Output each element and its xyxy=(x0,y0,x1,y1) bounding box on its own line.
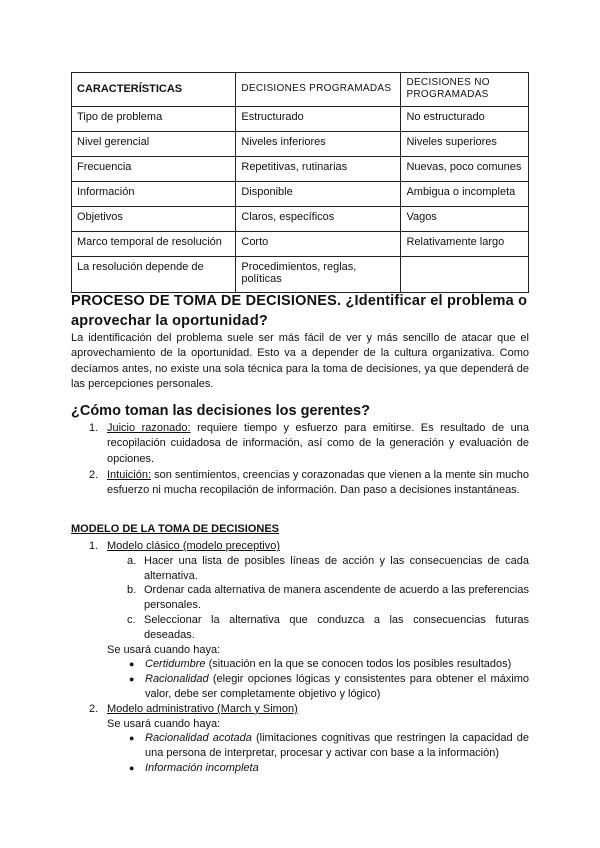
list-text: requiere tiempo y esfuerzo para emitirse. Es resultado de una recopilación cuidadosa de información, así como de la generación y evaluación de opciones. xyxy=(107,422,529,465)
table-cell: Marco temporal de resolución xyxy=(72,232,236,257)
list-item xyxy=(71,672,529,702)
table-row xyxy=(72,257,529,293)
list-number: 1. xyxy=(89,540,99,552)
list-text: (elegir opciones lógicas y consistentes para obtener el máximo valor, debe ser completamente objetivo y lógico) xyxy=(145,673,529,700)
table-cell: Vagos xyxy=(401,207,529,232)
list-item xyxy=(71,583,529,613)
bullet-icon: ● xyxy=(129,733,135,744)
table-row xyxy=(72,232,529,257)
list-text: Seleccionar la alternativa que conduzca a las consecuencias futuras deseadas. xyxy=(144,613,529,641)
usage-label: Se usará cuando haya: xyxy=(107,717,221,730)
list-text: (limitaciones cognitivas que restringen la capacidad de una persona de interpretar, procesar y activar con base a la información) xyxy=(145,732,529,760)
list-item xyxy=(71,554,529,584)
table-header-row xyxy=(72,73,529,107)
usage-label: Se usará cuando haya: xyxy=(107,643,221,656)
list-text: (situación en la que se conocen todos los posibles resultados) xyxy=(205,658,512,671)
list-number: 1. xyxy=(89,422,99,434)
table-cell: Disponible xyxy=(236,182,401,207)
section-title-process: PROCESO DE TOMA DE DECISIONES. ¿Identificar el problema o aprovechar la oportunidad? xyxy=(71,293,528,329)
list-item xyxy=(71,731,529,761)
list-item xyxy=(71,761,529,776)
managers-list xyxy=(71,421,529,499)
table-row xyxy=(72,182,529,207)
list-text: son sentimientos, creencias y corazonadas que vienen a la mente sin mucho esfuerzo ni mucha recopilación de información. Dan paso a decisiones instantáneas. xyxy=(107,468,529,497)
list-number: 2. xyxy=(89,468,99,481)
table-cell: Ambigua o incompleta xyxy=(401,182,529,207)
table-cell: Nivel gerencial xyxy=(72,132,236,157)
bullet-term: Certidumbre xyxy=(145,658,206,671)
table-row xyxy=(72,157,529,182)
bullet-term: Racionalidad acotada xyxy=(145,732,252,745)
characteristics-table xyxy=(71,72,529,293)
section-title-managers: ¿Cómo toman las decisiones los gerentes? xyxy=(71,403,370,419)
table-cell: Claros, específicos xyxy=(236,207,401,232)
list-item xyxy=(71,468,529,499)
table-header-cell: DECISIONES PROGRAMADAS xyxy=(236,73,401,107)
table-cell: Estructurado xyxy=(236,107,401,132)
table-cell: La resolución depende de xyxy=(72,257,236,293)
list-item xyxy=(71,421,529,467)
table-cell: Tipo de problema xyxy=(72,107,236,132)
model-list xyxy=(71,539,529,776)
list-letter: b. xyxy=(127,584,137,597)
bullet-term: Información incompleta xyxy=(145,761,259,774)
process-paragraph: La identificación del problema suele ser más fácil de ver y más sencillo de atacar que el aprovechamiento de la oportunidad. Esto va a depender de la cultura organizativa. Como decíamos antes, no existe una sola técnica para la toma de decisiones, ya que dependerá de las percepciones personales. xyxy=(71,332,529,390)
table-cell: Niveles inferiores xyxy=(236,132,401,157)
table-cell: Nuevas, poco comunes xyxy=(401,157,529,182)
table-cell: Corto xyxy=(236,232,401,257)
list-item xyxy=(71,539,529,554)
section-title-model: MODELO DE LA TOMA DE DECISIONES xyxy=(71,523,279,535)
list-text: Ordenar cada alternativa de manera ascendente de acuerdo a las preferencias personales. xyxy=(144,584,529,612)
model-title: Modelo clásico (modelo preceptivo) xyxy=(107,540,281,552)
list-term: Intuición: xyxy=(107,468,152,481)
bullet-term: Racionalidad xyxy=(145,673,209,686)
table-row xyxy=(72,207,529,232)
table-row xyxy=(72,107,529,132)
list-letter: c. xyxy=(127,613,136,626)
table-cell: Repetitivas, rutinarias xyxy=(236,157,401,182)
table-cell: No estructurado xyxy=(401,107,529,132)
list-letter: a. xyxy=(127,554,137,567)
table-cell xyxy=(401,257,529,293)
list-term: Juicio razonado: xyxy=(107,422,191,434)
list-number: 2. xyxy=(89,702,99,715)
model-title: Modelo administrativo (March y Simon) xyxy=(107,702,298,715)
table-cell: Información xyxy=(72,182,236,207)
list-item xyxy=(71,613,529,643)
list-item xyxy=(71,657,529,672)
table-row xyxy=(72,132,529,157)
table-header-cell: DECISIONES NO PROGRAMADAS xyxy=(401,73,529,107)
table-cell: Frecuencia xyxy=(72,157,236,182)
table-cell: Niveles superiores xyxy=(401,132,529,157)
table-cell: Relativamente largo xyxy=(401,232,529,257)
table-header-cell: CARACTERÍSTICAS xyxy=(72,73,236,107)
table-cell: Objetivos xyxy=(72,207,236,232)
bullet-icon: ● xyxy=(129,762,135,773)
bullet-icon: ● xyxy=(129,659,135,670)
table-cell: Procedimientos, reglas, políticas xyxy=(236,257,401,293)
bullet-icon: ● xyxy=(129,674,135,685)
list-text: Hacer una lista de posibles líneas de acción y las consecuencias de cada alternativa. xyxy=(144,554,529,582)
list-item xyxy=(71,702,529,717)
